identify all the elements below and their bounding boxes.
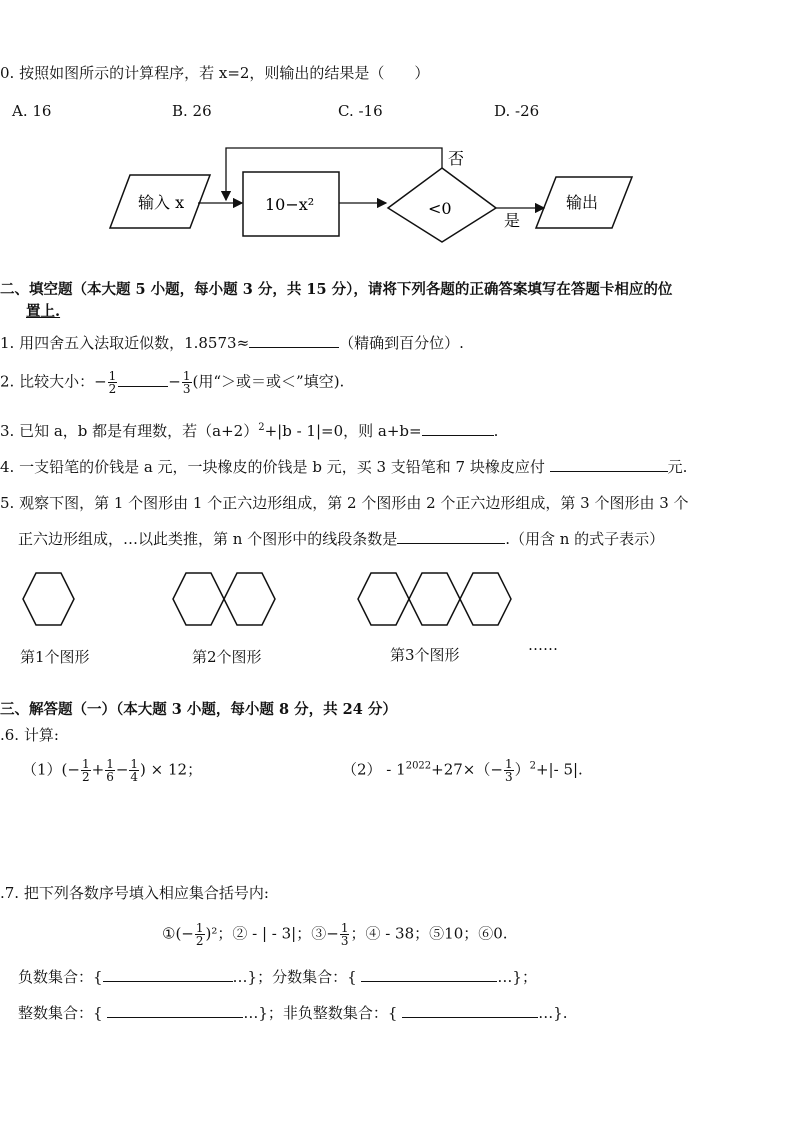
section2-title-cont: 置上. [26,303,61,320]
q13: 3. 已知 a，b 都是有理数，若$(a+2)^2+|b - 1|=0$，则 a+b= . [0,422,499,440]
q16-part2: $(2) - 1^{2022}+27\times(-$ $\frac{1}{3}$ ）$^2$+|- 5|. [342,757,583,784]
q17-label: .7. 把下列各数序号填入相应集合括号内: [0,884,269,902]
hexagon-fig1 [23,573,74,625]
caption-fig1: 第1个图形 [20,648,90,666]
caption-ellipsis: …… [528,636,558,654]
hexagon-fig3-b [409,573,460,625]
q10-option-c: C. -16 [338,102,383,120]
q14: 4. 一支铅笔的价钱是 a 元，一块橡皮的价钱是 b 元，买 3 支铅笔和 7 块橡皮应付 元. [0,458,688,476]
q11: 1. 用四舍五入法取近似数，1.8573≈ （精确到百分位）. [0,334,464,352]
hexagon-fig3-a [358,573,409,625]
q10-option-a: A. 16 [12,102,52,120]
q10-option-d: D. -26 [494,102,540,120]
flow-output-label: 输出 [566,193,599,212]
caption-fig2: 第2个图形 [192,648,262,666]
hexagon-figures [0,565,794,640]
q16-part1: （1）(− $\frac{1}{2}$ + $\frac{1}{6}$ − $\frac{1}{4}$ ) × 12； [22,757,203,784]
q15-line2: 正六边形组成，…以此类推，第 n 个图形中的线段条数是 .（用含 n 的式子表示） [18,530,665,548]
section2-title: 二、填空题（本大题 5 小题，每小题 3 分，共 15 分），请将下列各题的正确答案填写在答题卡相应的位 [0,281,673,298]
flowchart [0,140,794,250]
q17-sets-row1: 负数集合：{ …}；分数集合：{ …}； [18,968,537,986]
flow-yes-label: 是 [504,211,521,230]
hexagon-fig3-c [460,573,511,625]
hexagon-fig2-b [224,573,275,625]
flow-no-label: 否 [448,149,465,168]
q15-line1: 5. 观察下图，第 1 个图形由 1 个正六边形组成，第 2 个图形由 2 个正六边形组成，第 3 个图形由 3 个 [0,494,689,512]
flow-process-label: 10−x² [265,195,315,214]
caption-fig3: 第3个图形 [390,646,460,664]
section3-title: 三、解答题（一）（本大题 3 小题，每小题 8 分，共 24 分） [0,701,397,718]
hexagon-fig2-a [173,573,224,625]
q12: 2. 比较大小：− $\frac{1}{2}$ − $\frac{1}{3}$ (用“＞或＝或＜”填空). [0,369,345,396]
q17-sets-row2: 整数集合：{ …}；非负整数集合：{ …}. [18,1004,568,1022]
flow-input-label: 输入 x [138,193,185,212]
q16-label: .6. 计算: [0,726,59,744]
flow-decision-label: <0 [428,199,452,218]
q17-items: ①(− $\frac{1}{2}$ )²；② - | - 3|；③− $\frac{1}{3}$ ；④ - 38；⑤10；⑥0. [162,921,508,948]
q10-option-b: B. 26 [172,102,212,120]
q10-stem: 0. 按照如图所示的计算程序，若 x=2，则输出的结果是（ ） [0,64,430,82]
